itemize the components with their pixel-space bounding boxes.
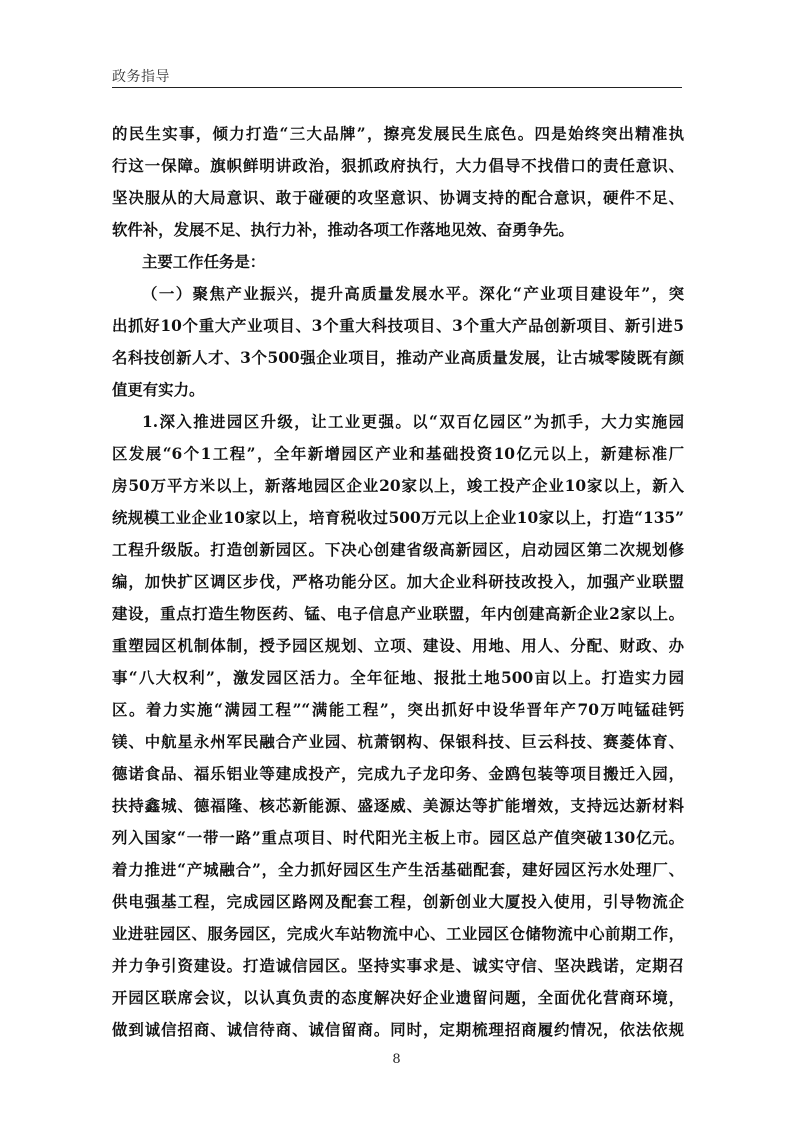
text-line: 名科技创新人才、3个500强企业项目，推动产业高质量发展，让古城零陵既有颜 <box>112 349 684 367</box>
text-line: 做到诚信招商、诚信待商、诚信留商。同时，定期梳理招商履约情况，依法依规 <box>112 1021 684 1039</box>
text-line: 开园区联席会议，以认真负责的态度解决好企业遗留问题，全面优化营商环境， <box>112 989 684 1007</box>
text-line: 区。着力实施“满园工程”“满能工程”，突出抓好中设华晋年产70万吨锰硅钙 <box>112 701 684 719</box>
text-line: 并力争引资建设。打造诚信园区。坚持实事求是、诚实守信、坚决践诺，定期召 <box>112 957 684 975</box>
page-number: 8 <box>392 1052 401 1067</box>
text-line: 坚决服从的大局意识、敢于碰硬的攻坚意识、协调支持的配合意识，硬件不足、 <box>112 189 684 207</box>
text-line: 房50万平方米以上，新落地园区企业20家以上，竣工投产企业10家以上，新入 <box>112 477 684 495</box>
text-line: 1.深入推进园区升级，让工业更强。以“双百亿园区”为抓手，大力实施园 <box>142 413 684 431</box>
text-line: 编，加快扩区调区步伐，严格功能分区。加大企业科研技改投入，加强产业联盟 <box>112 573 684 591</box>
text-line: 软件补，发展不足、执行力补，推动各项工作落地见效、奋勇争先。 <box>112 221 574 239</box>
text-line: 业进驻园区、服务园区，完成火车站物流中心、工业园区仓储物流中心前期工作， <box>112 925 684 943</box>
text-line: 出抓好10个重大产业项目、3个重大科技项目、3个重大产品创新项目、新引进5 <box>112 317 684 335</box>
text-line: 工程升级版。打造创新园区。下决心创建省级高新园区，启动园区第二次规划修 <box>112 541 684 559</box>
header-label: 政务指导 <box>112 69 170 85</box>
text-line: 主要工作任务是： <box>142 253 266 271</box>
text-line: 着力推进“产城融合”，全力抓好园区生产生活基础配套，建好园区污水处理厂、 <box>112 861 684 879</box>
text-line: 镁、中航星永州军民融合产业园、杭萧钢构、保银科技、巨云科技、赛菱体育、 <box>112 733 684 751</box>
text-line: 事“八大权利”，激发园区活力。全年征地、报批土地500亩以上。打造实力园 <box>112 669 684 687</box>
header-divider <box>112 87 682 88</box>
document-body <box>112 118 684 1046</box>
text-line: 建设，重点打造生物医药、锰、电子信息产业联盟，年内创建高新企业2家以上。 <box>112 605 684 623</box>
text-line: 值更有实力。 <box>112 381 205 399</box>
text-line: 区发展“6个1工程”，全年新增园区产业和基础投资10亿元以上，新建标准厂 <box>112 445 684 463</box>
text-line: 扶持鑫城、德福隆、核芯新能源、盛逐威、美源达等扩能增效，支持远达新材料 <box>112 797 684 815</box>
text-line: 行这一保障。旗帜鲜明讲政治，狠抓政府执行，大力倡导不找借口的责任意识、 <box>112 157 684 175</box>
text-line: 统规模工业企业10家以上，培育税收过500万元以上企业10家以上，打造“135” <box>112 509 684 527</box>
text-line: 供电强基工程，完成园区路网及配套工程，创新创业大厦投入使用，引导物流企 <box>112 893 684 911</box>
text-line: 列入国家“一带一路”重点项目、时代阳光主板上市。园区总产值突破130亿元。 <box>112 829 684 847</box>
text-line: 的民生实事，倾力打造“三大品牌”，擦亮发展民生底色。四是始终突出精准执 <box>112 125 684 143</box>
text-line: 德诺食品、福乐铝业等建成投产，完成九子龙印务、金鸥包装等项目搬迁入园， <box>112 765 684 783</box>
text-line: （一）聚焦产业振兴，提升高质量发展水平。深化“产业项目建设年”，突 <box>142 285 684 303</box>
text-line: 重塑园区机制体制，授予园区规划、立项、建设、用地、用人、分配、财政、办 <box>112 637 684 655</box>
